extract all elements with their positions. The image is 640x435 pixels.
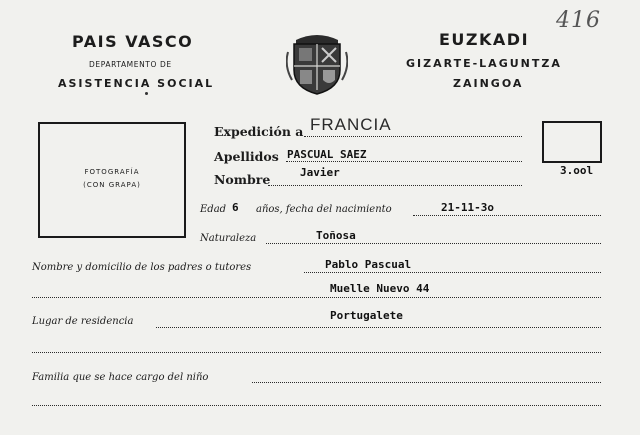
padres-value-2: Muelle Nuevo 44 (330, 282, 430, 295)
apellidos-value: PASCUAL SAEZ (287, 148, 367, 161)
handwritten-number: 416 (556, 8, 601, 33)
familia-label: Familia que se hace cargo del niño (32, 372, 209, 383)
residencia-line-2 (32, 352, 601, 353)
residencia-line-1 (156, 327, 601, 328)
familia-line-1 (252, 382, 601, 383)
photo-box (38, 122, 186, 238)
padres-line-2 (32, 297, 601, 298)
residencia-label: Lugar de residencia (32, 316, 134, 327)
stamp-value: 3.ool (560, 164, 594, 177)
expedicion-label: Expedición a (214, 124, 304, 139)
nombre-line (268, 185, 522, 186)
naturaleza-line (266, 243, 601, 244)
birth-date-line (413, 215, 601, 216)
nombre-label: Nombre (214, 172, 271, 187)
photo-label: FOTOGRAFÍA (84, 168, 140, 176)
nombre-value: Javier (300, 166, 340, 179)
expedicion-line (304, 136, 522, 137)
expedicion-value: FRANCIA (310, 115, 392, 134)
header-right-line1: GIZARTE-LAGUNTZA (406, 57, 562, 70)
padres-line-1 (304, 272, 601, 273)
header-left-title: PAIS VASCO (72, 32, 194, 51)
padres-label: Nombre y domicilio de los padres o tutores (32, 262, 252, 273)
header-left-subtitle: DEPARTAMENTO DE (89, 60, 172, 69)
header-dot (145, 92, 148, 95)
header-left-department: ASISTENCIA SOCIAL (58, 77, 215, 90)
apellidos-label: Apellidos (214, 149, 279, 164)
edad-value: 6 (232, 201, 239, 214)
header-right-line2: ZAINGOA (453, 77, 524, 90)
fecha-label: años, fecha del nacimiento (256, 204, 392, 215)
stamp-box (542, 121, 602, 163)
apellidos-line (286, 161, 522, 162)
familia-line-2 (32, 405, 601, 406)
photo-sublabel: (CON GRAPA) (83, 181, 141, 189)
birth-date-value: 21-11-3o (441, 201, 494, 214)
naturaleza-label: Naturaleza (200, 233, 257, 244)
header-right-title: EUZKADI (439, 30, 530, 49)
edad-label: Edad (200, 204, 227, 215)
naturaleza-value: Toñosa (316, 229, 356, 242)
coat-of-arms-icon (286, 32, 348, 96)
padres-value-1: Pablo Pascual (325, 258, 412, 271)
residencia-value: Portugalete (330, 309, 403, 322)
